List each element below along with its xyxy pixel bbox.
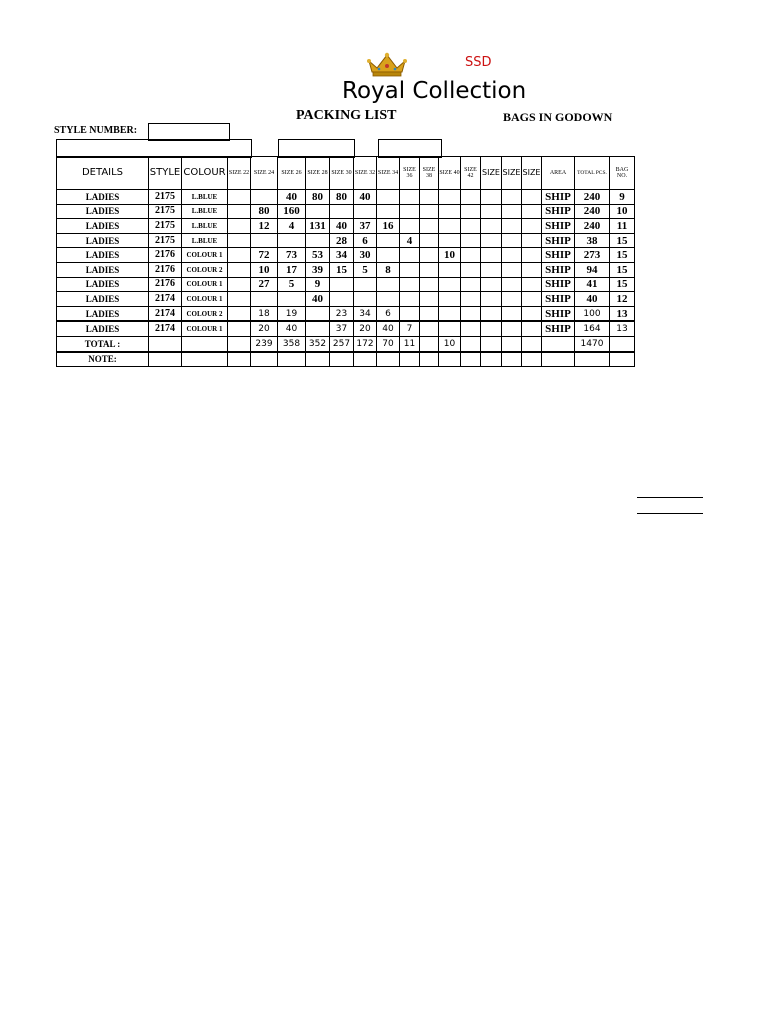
table-cell [461, 306, 481, 321]
table-cell: 11 [610, 219, 635, 234]
table-cell [278, 233, 306, 248]
table-cell: 2175 [149, 190, 182, 205]
table-cell: L.BLUE [182, 190, 228, 205]
table-cell: 73 [278, 248, 306, 263]
table-cell [306, 306, 330, 321]
table-cell: 37 [330, 321, 354, 336]
table-cell [481, 204, 502, 219]
table-cell [228, 233, 251, 248]
total-row [57, 336, 635, 351]
ssd-code: SSD [465, 55, 492, 70]
table-cell [502, 219, 522, 234]
table-cell [377, 190, 400, 205]
table-cell [420, 204, 439, 219]
header-size-30: SIZE 30 [330, 157, 354, 190]
table-cell: 72 [251, 248, 278, 263]
table-cell: LADIES [57, 262, 149, 277]
total-cell [461, 336, 481, 351]
table-cell: 2176 [149, 248, 182, 263]
table-cell: 40 [377, 321, 400, 336]
table-cell: 2174 [149, 306, 182, 321]
table-cell: 53 [306, 248, 330, 263]
table-cell [522, 204, 542, 219]
table-cell [420, 219, 439, 234]
note-cell [420, 352, 439, 367]
table-cell [439, 306, 461, 321]
table-cell: L.BLUE [182, 219, 228, 234]
header-details: DETAILS [57, 157, 149, 190]
table-cell: 39 [306, 262, 330, 277]
table-cell [439, 292, 461, 307]
table-cell [502, 190, 522, 205]
table-cell: 40 [306, 292, 330, 307]
table-cell [461, 204, 481, 219]
table-cell: SHIP [542, 190, 575, 205]
table-cell [522, 248, 542, 263]
table-cell [439, 204, 461, 219]
table-row [57, 262, 635, 277]
table-row [57, 233, 635, 248]
table-cell: 15 [610, 277, 635, 292]
bags-in-godown-label: BAGS IN GODOWN [503, 110, 613, 124]
table-cell [228, 277, 251, 292]
table-cell [377, 204, 400, 219]
table-cell [439, 262, 461, 277]
table-cell: SHIP [542, 233, 575, 248]
table-cell [420, 277, 439, 292]
table-cell [377, 248, 400, 263]
table-cell: 2175 [149, 219, 182, 234]
table-cell [461, 233, 481, 248]
table-cell: 240 [575, 204, 610, 219]
header-size-32: SIZE 32 [354, 157, 377, 190]
table-cell [400, 262, 420, 277]
table-cell: LADIES [57, 190, 149, 205]
table-cell [522, 321, 542, 336]
note-cell [228, 352, 251, 367]
note-cell [481, 352, 502, 367]
note-row [57, 352, 635, 367]
header-bag-no: BAG NO. [610, 157, 635, 190]
table-cell: 5 [278, 277, 306, 292]
table-cell [522, 190, 542, 205]
table-cell: 80 [330, 190, 354, 205]
note-cell [610, 352, 635, 367]
table-cell: LADIES [57, 292, 149, 307]
table-cell [481, 277, 502, 292]
total-cell: 257 [330, 336, 354, 351]
table-cell [354, 204, 377, 219]
table-cell: 2175 [149, 233, 182, 248]
packing-list-subtitle: PACKING LIST [296, 108, 397, 123]
table-cell [439, 190, 461, 205]
table-cell [522, 306, 542, 321]
note-cell [251, 352, 278, 367]
table-cell [481, 219, 502, 234]
page-title: Royal Collection [342, 78, 527, 104]
table-cell: 34 [330, 248, 354, 263]
table-cell: 2175 [149, 204, 182, 219]
table-cell: COLOUR 1 [182, 248, 228, 263]
total-cell: 239 [251, 336, 278, 351]
table-cell [481, 262, 502, 277]
table-cell: L.BLUE [182, 204, 228, 219]
table-row [57, 204, 635, 219]
table-cell [461, 277, 481, 292]
note-cell [542, 352, 575, 367]
signature-line-2 [637, 513, 703, 514]
total-cell [149, 336, 182, 351]
crown-icon [366, 52, 408, 78]
table-cell: 20 [251, 321, 278, 336]
table-cell: 40 [575, 292, 610, 307]
table-cell [481, 190, 502, 205]
table-row [57, 306, 635, 321]
table-cell: 164 [575, 321, 610, 336]
table-cell: SHIP [542, 262, 575, 277]
table-cell: COLOUR 1 [182, 321, 228, 336]
table-cell [377, 292, 400, 307]
table-cell [228, 306, 251, 321]
table-cell: 12 [251, 219, 278, 234]
table-cell: 40 [354, 190, 377, 205]
table-cell: LADIES [57, 233, 149, 248]
note-label: NOTE: [57, 352, 149, 367]
table-cell [228, 190, 251, 205]
table-cell [278, 292, 306, 307]
header-total-pcs: TOTAL PCS. [575, 157, 610, 190]
note-cell [306, 352, 330, 367]
packing-list-table [56, 156, 635, 367]
note-cell [439, 352, 461, 367]
table-cell: COLOUR 2 [182, 306, 228, 321]
table-cell [400, 204, 420, 219]
table-cell [502, 204, 522, 219]
table-cell [420, 190, 439, 205]
table-cell: SHIP [542, 248, 575, 263]
table-cell [502, 248, 522, 263]
table-cell [228, 262, 251, 277]
header-size-24: SIZE 24 [251, 157, 278, 190]
table-cell: LADIES [57, 306, 149, 321]
table-cell: 6 [377, 306, 400, 321]
table-cell: 34 [354, 306, 377, 321]
table-cell: 23 [330, 306, 354, 321]
table-cell [400, 219, 420, 234]
table-cell [502, 277, 522, 292]
table-cell [228, 292, 251, 307]
header-style: STYLE [149, 157, 182, 190]
table-cell: 240 [575, 219, 610, 234]
signature-line-1 [637, 497, 703, 498]
total-cell [502, 336, 522, 351]
table-cell: 41 [575, 277, 610, 292]
header-size-22: SIZE 22 [228, 157, 251, 190]
table-cell [251, 233, 278, 248]
table-cell [439, 219, 461, 234]
total-cell: 70 [377, 336, 400, 351]
table-cell [522, 262, 542, 277]
table-cell [330, 277, 354, 292]
table-cell: 160 [278, 204, 306, 219]
note-cell [502, 352, 522, 367]
table-cell [251, 292, 278, 307]
table-cell [502, 233, 522, 248]
table-cell: 100 [575, 306, 610, 321]
table-cell: COLOUR 1 [182, 292, 228, 307]
table-cell: 17 [278, 262, 306, 277]
table-cell: SHIP [542, 292, 575, 307]
table-cell [461, 248, 481, 263]
table-cell [439, 277, 461, 292]
table-cell [522, 277, 542, 292]
table-cell [439, 321, 461, 336]
table-cell [420, 233, 439, 248]
table-cell [377, 277, 400, 292]
header-area: AREA [542, 157, 575, 190]
table-cell: 15 [610, 248, 635, 263]
table-cell: 19 [278, 306, 306, 321]
table-cell [228, 204, 251, 219]
table-cell: 15 [610, 262, 635, 277]
note-cell [461, 352, 481, 367]
note-cell [278, 352, 306, 367]
table-cell [400, 306, 420, 321]
table-cell: 240 [575, 190, 610, 205]
table-cell: 80 [251, 204, 278, 219]
table-cell: LADIES [57, 219, 149, 234]
table-cell: 27 [251, 277, 278, 292]
table-cell [502, 262, 522, 277]
table-cell [228, 321, 251, 336]
table-cell: 40 [278, 190, 306, 205]
table-cell: 40 [330, 219, 354, 234]
note-cell [354, 352, 377, 367]
style-number-label: STYLE NUMBER: [54, 125, 138, 136]
total-cell [182, 336, 228, 351]
total-cell: 358 [278, 336, 306, 351]
table-cell [522, 292, 542, 307]
table-cell: 2176 [149, 277, 182, 292]
table-cell: SHIP [542, 321, 575, 336]
table-cell: COLOUR 1 [182, 277, 228, 292]
table-cell: 15 [610, 233, 635, 248]
table-cell: 13 [610, 306, 635, 321]
table-cell: 38 [575, 233, 610, 248]
table-cell: SHIP [542, 277, 575, 292]
table-cell [306, 204, 330, 219]
total-cell: 10 [439, 336, 461, 351]
table-cell: LADIES [57, 248, 149, 263]
table-cell: L.BLUE [182, 233, 228, 248]
table-cell [522, 219, 542, 234]
header-size-40: SIZE 40 [439, 157, 461, 190]
table-cell [400, 292, 420, 307]
table-cell: 13 [610, 321, 635, 336]
table-cell [461, 219, 481, 234]
table-cell [481, 292, 502, 307]
header-size-36: SIZE 36 [400, 157, 420, 190]
table-cell [502, 321, 522, 336]
header-size-blank-1: SIZE [481, 157, 502, 190]
table-cell [420, 248, 439, 263]
table-cell: 20 [354, 321, 377, 336]
note-cell [400, 352, 420, 367]
table-cell [502, 292, 522, 307]
table-cell: 37 [354, 219, 377, 234]
table-cell [330, 204, 354, 219]
table-cell: LADIES [57, 277, 149, 292]
total-cell: 352 [306, 336, 330, 351]
table-cell: 2174 [149, 321, 182, 336]
table-header-row [57, 157, 635, 190]
note-cell [377, 352, 400, 367]
table-cell [522, 233, 542, 248]
header-size-blank-3: SIZE [522, 157, 542, 190]
header-size-28: SIZE 28 [306, 157, 330, 190]
table-cell [502, 306, 522, 321]
table-cell [461, 190, 481, 205]
table-row [57, 277, 635, 292]
table-cell: 9 [610, 190, 635, 205]
table-cell [461, 321, 481, 336]
note-cell [149, 352, 182, 367]
total-cell: 1470 [575, 336, 610, 351]
table-cell: SHIP [542, 204, 575, 219]
table-cell: 131 [306, 219, 330, 234]
table-cell [439, 233, 461, 248]
table-cell: SHIP [542, 306, 575, 321]
header-size-26: SIZE 26 [278, 157, 306, 190]
total-cell: 172 [354, 336, 377, 351]
table-cell: 5 [354, 262, 377, 277]
table-cell [228, 219, 251, 234]
table-cell: 4 [278, 219, 306, 234]
note-cell [575, 352, 610, 367]
table-cell [330, 292, 354, 307]
header-size-34: SIZE 34 [377, 157, 400, 190]
total-cell [542, 336, 575, 351]
table-row [57, 190, 635, 205]
table-cell [481, 306, 502, 321]
table-cell [420, 321, 439, 336]
table-cell [400, 277, 420, 292]
total-cell [610, 336, 635, 351]
total-cell [228, 336, 251, 351]
total-cell [522, 336, 542, 351]
table-cell [461, 262, 481, 277]
table-cell: 2176 [149, 262, 182, 277]
table-row [57, 219, 635, 234]
table-cell [228, 248, 251, 263]
table-cell [481, 233, 502, 248]
table-cell: 10 [439, 248, 461, 263]
table-row [57, 321, 635, 336]
table-cell: 4 [400, 233, 420, 248]
header-size-38: SIZE 38 [420, 157, 439, 190]
table-cell: COLOUR 2 [182, 262, 228, 277]
table-cell: 7 [400, 321, 420, 336]
table-cell: 2174 [149, 292, 182, 307]
table-cell: 15 [330, 262, 354, 277]
note-cell [330, 352, 354, 367]
table-cell: 28 [330, 233, 354, 248]
table-cell: 30 [354, 248, 377, 263]
total-label: TOTAL : [57, 336, 149, 351]
table-cell: 16 [377, 219, 400, 234]
table-cell [481, 248, 502, 263]
table-row [57, 292, 635, 307]
table-cell [306, 233, 330, 248]
note-cell [522, 352, 542, 367]
table-cell [400, 248, 420, 263]
table-cell [377, 233, 400, 248]
table-cell [251, 190, 278, 205]
table-cell: 12 [610, 292, 635, 307]
table-cell: 18 [251, 306, 278, 321]
table-cell: 10 [251, 262, 278, 277]
header-size-42: SIZE 42 [461, 157, 481, 190]
table-cell: 80 [306, 190, 330, 205]
table-cell: LADIES [57, 321, 149, 336]
header-colour: COLOUR [182, 157, 228, 190]
table-cell [481, 321, 502, 336]
table-cell: 6 [354, 233, 377, 248]
table-cell [461, 292, 481, 307]
table-cell [400, 190, 420, 205]
total-cell [481, 336, 502, 351]
note-cell [182, 352, 228, 367]
header-size-blank-2: SIZE [502, 157, 522, 190]
table-cell [420, 292, 439, 307]
total-cell: 11 [400, 336, 420, 351]
table-cell [354, 292, 377, 307]
table-cell: 94 [575, 262, 610, 277]
table-row [57, 248, 635, 263]
table-cell: 40 [278, 321, 306, 336]
table-cell: 10 [610, 204, 635, 219]
table-cell [354, 277, 377, 292]
table-cell [420, 262, 439, 277]
table-cell: SHIP [542, 219, 575, 234]
table-cell: 8 [377, 262, 400, 277]
table-cell [420, 306, 439, 321]
table-cell: 9 [306, 277, 330, 292]
table-cell [306, 321, 330, 336]
table-cell: LADIES [57, 204, 149, 219]
table-cell: 273 [575, 248, 610, 263]
total-cell [420, 336, 439, 351]
